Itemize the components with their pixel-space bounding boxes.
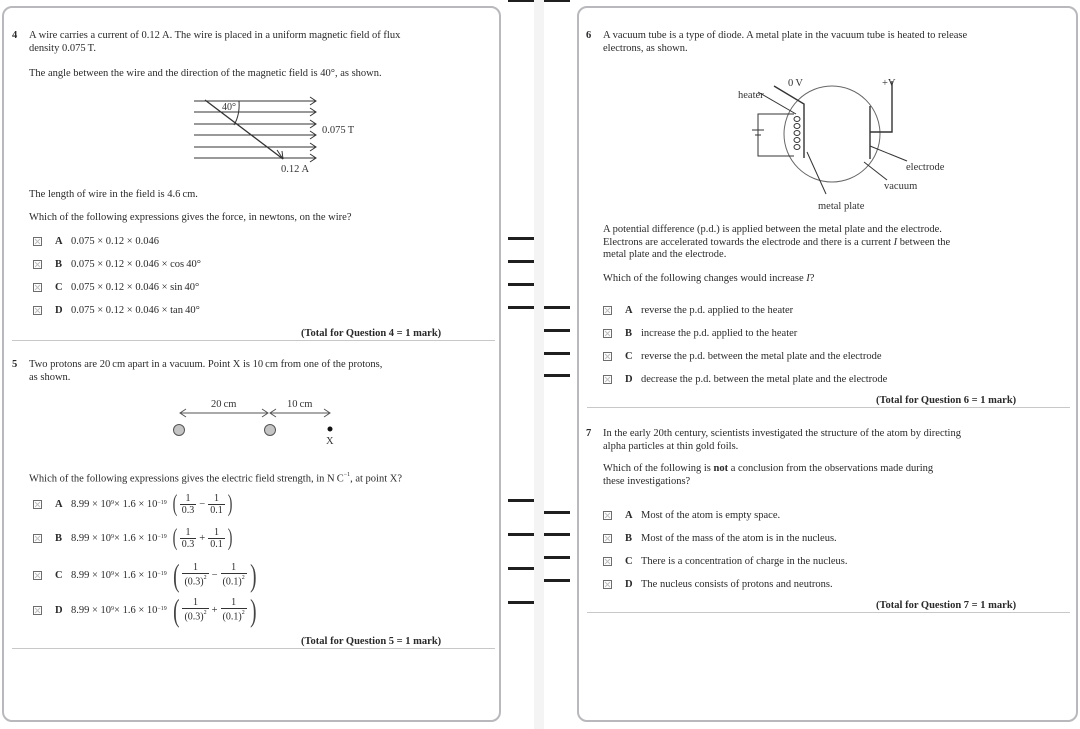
answer-option-a[interactable]: A Most of the atom is empty space. — [603, 510, 780, 521]
margin-mark — [544, 329, 570, 332]
margin-mark — [544, 374, 570, 377]
question-stem: as shown. — [29, 371, 71, 383]
question-text: Electrons are accelerated towards the electrode and there is a current I between the — [603, 236, 951, 248]
margin-mark — [508, 260, 534, 263]
question-total: (Total for Question 4 = 1 mark) — [301, 328, 442, 339]
metal-plate-label: metal plate — [818, 201, 865, 212]
question-prompt: Which of the following expressions gives the electric field strength, in N $C^{-1}$, at point X? — [29, 472, 402, 485]
question-number: 5 — [12, 359, 18, 370]
option-text: There is a concentration of charge in the nucleus. — [641, 556, 848, 567]
question-stem: electrons, as shown. — [603, 42, 688, 54]
answer-option-d[interactable]: D The nucleus consists of protons and neutrons. — [603, 579, 833, 590]
point-label: X — [326, 436, 334, 447]
margin-mark — [544, 0, 570, 2]
question-number: 7 — [586, 428, 592, 439]
proton-diagram — [164, 392, 354, 452]
question-stem: density 0.075 T. — [29, 42, 96, 54]
question-text: The length of wire in the field is 4.6 cm. — [29, 189, 198, 200]
checkbox-icon[interactable] — [603, 329, 612, 338]
margin-mark — [544, 533, 570, 536]
answer-option-c[interactable]: C 8.99 × 10 9 × 1.6 × 10 −19 ( $\frac{1}{(0.3)^2}$ − $\frac{1}{(0.1)^2}$ ) — [33, 559, 258, 591]
checkbox-icon[interactable] — [603, 557, 612, 566]
checkbox-icon[interactable] — [603, 306, 612, 315]
margin-mark — [508, 0, 534, 2]
question-number: 4 — [12, 30, 18, 41]
vacuum-label: vacuum — [884, 181, 918, 192]
question-prompt: Which of the following changes would increase I? — [603, 273, 815, 284]
checkbox-icon[interactable] — [33, 306, 42, 315]
checkbox-icon[interactable] — [603, 580, 612, 589]
checkbox-icon[interactable] — [33, 534, 42, 543]
question-prompt: Which of the following expressions gives the force, in newtons, on the wire? — [29, 212, 352, 223]
checkbox-icon[interactable] — [33, 283, 42, 292]
margin-mark — [508, 567, 534, 570]
option-text: Most of the mass of the atom is in the nucleus. — [641, 533, 837, 544]
answer-option-d[interactable]: D 0.075 × 0.12 × 0.046 × tan 40° — [33, 305, 200, 316]
answer-option-c[interactable]: C There is a concentration of charge in the nucleus. — [603, 556, 848, 567]
option-text: reverse the p.d. applied to the heater — [641, 305, 794, 316]
question-number: 6 — [586, 30, 592, 41]
question-total: (Total for Question 5 = 1 mark) — [301, 636, 442, 647]
option-expression: 8.99 × 10 9 × 1.6 × 10 −19 ( $\frac{1}{0.3}$ + $\frac{1}{0.1}$ ) — [71, 525, 233, 551]
question-text: A potential difference (p.d.) is applied between the metal plate and the electrode. — [603, 224, 942, 235]
option-text: increase the p.d. applied to the heater — [641, 328, 798, 339]
answer-option-c[interactable]: C 0.075 × 0.12 × 0.046 × sin 40° — [33, 282, 199, 293]
checkbox-icon[interactable] — [33, 606, 42, 615]
option-text: Most of the atom is empty space. — [641, 510, 781, 521]
checkbox-icon[interactable] — [33, 260, 42, 269]
answer-option-b[interactable]: B increase the p.d. applied to the heater — [603, 328, 797, 339]
question-text: The angle between the wire and the direction of the magnetic field is 40°, as shown. — [29, 68, 382, 79]
option-expression: 8.99 × 10 9 × 1.6 × 10 −19 ( $\frac{1}{(0.3)^2}$ + $\frac{1}{(0.1)^2}$ ) — [71, 592, 257, 628]
divider — [587, 612, 1070, 613]
plus-volt-label: +V — [882, 78, 896, 89]
option-text: 0.075 × 0.12 × 0.046 × cos 40° — [71, 259, 201, 270]
margin-mark — [544, 352, 570, 355]
margin-mark — [544, 556, 570, 559]
distance-label: 20 cm — [211, 399, 237, 410]
divider — [12, 340, 495, 341]
margin-mark — [508, 237, 534, 240]
answer-option-a[interactable]: A reverse the p.d. applied to the heater — [603, 305, 793, 316]
option-text: decrease the p.d. between the metal plate and the electrode — [641, 374, 888, 385]
answer-option-d[interactable]: D 8.99 × 10 9 × 1.6 × 10 −19 ( $\frac{1}{(0.3)^2}$ + $\frac{1}{(0.1)^2}$ ) — [33, 594, 258, 626]
answer-option-c[interactable]: C reverse the p.d. between the metal plate and the electrode — [603, 351, 882, 362]
field-label: 0.075 T — [322, 125, 355, 136]
magnetic-field-diagram — [184, 91, 364, 173]
answer-option-b[interactable]: B 8.99 × 10 9 × 1.6 × 10 −19 ( $\frac{1}{0.3}$ + $\frac{1}{0.1}$ ) — [33, 526, 234, 550]
option-text: 0.075 × 0.12 × 0.046 — [71, 236, 159, 247]
checkbox-icon[interactable] — [603, 352, 612, 361]
answer-option-b[interactable]: B 0.075 × 0.12 × 0.046 × cos 40° — [33, 259, 201, 270]
margin-mark — [508, 533, 534, 536]
distance-label: 10 cm — [287, 399, 313, 410]
checkbox-icon[interactable] — [603, 534, 612, 543]
checkbox-icon[interactable] — [33, 500, 42, 509]
question-stem: In the early 20th century, scientists investigated the structure of the atom by directing — [603, 428, 961, 439]
page-gutter — [534, 0, 544, 729]
margin-mark — [544, 579, 570, 582]
electrode-label: electrode — [906, 162, 945, 173]
margin-mark — [544, 306, 570, 309]
checkbox-icon[interactable] — [603, 375, 612, 384]
exam-page-left — [2, 6, 501, 722]
margin-mark — [508, 499, 534, 502]
point-x-icon — [328, 427, 333, 432]
answer-option-b[interactable]: B Most of the mass of the atom is in the nucleus. — [603, 533, 837, 544]
question-text: metal plate and the electrode. — [603, 249, 727, 260]
exam-page-right — [577, 6, 1078, 722]
question-stem: A vacuum tube is a type of diode. A metal plate in the vacuum tube is heated to release — [603, 30, 968, 41]
answer-option-a[interactable]: A 0.075 × 0.12 × 0.046 — [33, 236, 159, 247]
proton-icon — [174, 425, 185, 436]
checkbox-icon[interactable] — [33, 237, 42, 246]
option-text: 0.075 × 0.12 × 0.046 × tan 40° — [71, 305, 200, 316]
angle-label: 40° — [222, 102, 236, 113]
checkbox-icon[interactable] — [33, 571, 42, 580]
vacuum-tube-diagram — [722, 64, 962, 214]
zero-volt-label: 0 V — [788, 78, 803, 89]
current-label: 0.12 A — [281, 164, 310, 173]
answer-option-a[interactable]: A 8.99 × 10 9 × 1.6 × 10 −19 ( $\frac{1}{0.3}$ − $\frac{1}{0.1}$ ) — [33, 492, 234, 516]
question-stem: alpha particles at thin gold foils. — [603, 440, 739, 452]
question-total: (Total for Question 7 = 1 mark) — [876, 600, 1017, 611]
option-text: reverse the p.d. between the metal plate and the electrode — [641, 351, 882, 362]
margin-mark — [544, 511, 570, 514]
heater-label: heater — [738, 90, 764, 101]
margin-mark — [508, 601, 534, 604]
answer-option-d[interactable]: D decrease the p.d. between the metal plate and the electrode — [603, 374, 887, 385]
proton-icon — [265, 425, 276, 436]
margin-mark — [508, 283, 534, 286]
question-prompt: Which of the following is not a conclusion from the observations made during these investigations? — [603, 463, 934, 487]
option-expression: 8.99 × 10 9 × 1.6 × 10 −19 ( $\frac{1}{(0.3)^2}$ − $\frac{1}{(0.1)^2}$ ) — [71, 557, 257, 593]
question-stem: A wire carries a current of 0.12 A. The wire is placed in a uniform magnetic field of flux — [29, 30, 401, 41]
option-text: The nucleus consists of protons and neutrons. — [641, 579, 833, 590]
divider — [587, 407, 1070, 408]
margin-mark — [508, 306, 534, 309]
option-expression: 8.99 × 10 9 × 1.6 × 10 −19 ( $\frac{1}{0.3}$ − $\frac{1}{0.1}$ ) — [71, 491, 233, 517]
divider — [12, 648, 495, 649]
checkbox-icon[interactable] — [603, 511, 612, 520]
option-text: 0.075 × 0.12 × 0.046 × sin 40° — [71, 282, 200, 293]
question-stem: Two protons are 20 cm apart in a vacuum. Point X is 10 cm from one of the protons, — [29, 359, 383, 370]
question-total: (Total for Question 6 = 1 mark) — [876, 395, 1017, 406]
